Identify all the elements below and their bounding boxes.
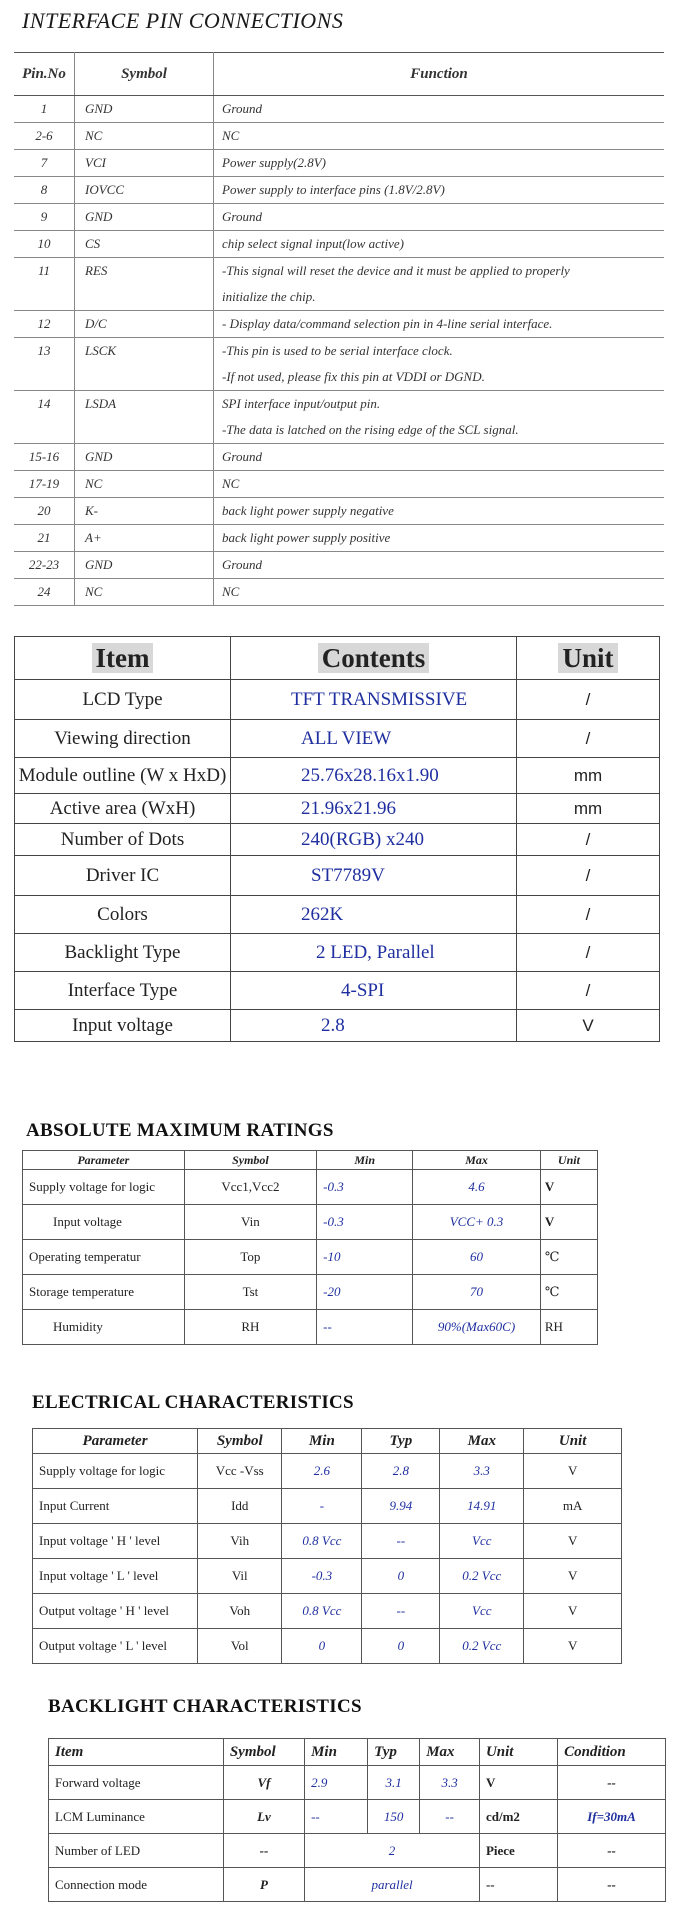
pin-function-line: SPI interface input/output pin. xyxy=(222,396,381,411)
backlight-min: -- xyxy=(305,1800,368,1834)
pin-symbol: GND xyxy=(75,552,214,579)
item-contents: 4-SPI xyxy=(231,972,517,1010)
item-row xyxy=(15,824,660,856)
electrical-unit: V xyxy=(524,1454,622,1489)
pin-number: 9 xyxy=(14,204,75,231)
item-name: Input voltage xyxy=(15,1010,231,1042)
electrical-header: Unit xyxy=(524,1429,622,1454)
abs-max-unit: ℃ xyxy=(540,1240,597,1275)
electrical-symbol: Vcc -Vss xyxy=(198,1454,282,1489)
pin-function xyxy=(214,96,665,123)
electrical-symbol: Vih xyxy=(198,1524,282,1559)
backlight-header: Condition xyxy=(558,1739,666,1766)
pin-row xyxy=(14,258,664,311)
pin-row xyxy=(14,150,664,177)
abs-max-header: Min xyxy=(317,1151,413,1170)
pin-number: 15-16 xyxy=(14,444,75,471)
pin-symbol: K- xyxy=(75,498,214,525)
item-contents: 21.96x21.96 xyxy=(231,794,517,824)
electrical-typ: -- xyxy=(362,1524,440,1559)
backlight-title: BACKLIGHT CHARACTERISTICS xyxy=(48,1696,362,1717)
abs-max-min: -- xyxy=(317,1310,413,1345)
pin-function-line: -If not used, please fix this pin at VDDI or DGND. xyxy=(222,369,485,384)
electrical-max: 0.2 Vcc xyxy=(440,1629,524,1664)
backlight-condition: -- xyxy=(558,1834,666,1868)
item-unit: V xyxy=(517,1010,660,1042)
pin-header-symbol: Symbol xyxy=(75,53,214,96)
abs-max-parameter: Storage temperature xyxy=(23,1275,185,1310)
backlight-header: Typ xyxy=(368,1739,420,1766)
pin-function-line: -The data is latched on the rising edge of the SCL signal. xyxy=(222,422,519,437)
abs-max-header: Symbol xyxy=(184,1151,317,1170)
pin-function-line: NC xyxy=(222,128,240,143)
item-unit: / xyxy=(517,972,660,1010)
pin-function-line: Ground xyxy=(222,101,262,116)
backlight-max: -- xyxy=(420,1800,480,1834)
item-name: Viewing direction xyxy=(15,720,231,758)
pin-row xyxy=(14,96,664,123)
backlight-header: Item xyxy=(49,1739,224,1766)
abs-max-unit: V xyxy=(540,1205,597,1240)
abs-max-header: Max xyxy=(413,1151,541,1170)
item-name: Module outline (W x HxD) xyxy=(15,758,231,794)
electrical-header: Symbol xyxy=(198,1429,282,1454)
backlight-item: LCM Luminance xyxy=(49,1800,224,1834)
backlight-typ: 3.1 xyxy=(368,1766,420,1800)
pin-symbol: RES xyxy=(75,258,214,311)
electrical-row xyxy=(33,1489,622,1524)
abs-max-title: ABSOLUTE MAXIMUM RATINGS xyxy=(26,1120,334,1141)
electrical-row xyxy=(33,1594,622,1629)
pin-header-function: Function xyxy=(214,53,665,96)
pin-symbol: A+ xyxy=(75,525,214,552)
pin-function xyxy=(214,311,665,338)
electrical-parameter: Output voltage ' L ' level xyxy=(33,1629,198,1664)
item-contents: 25.76x28.16x1.90 xyxy=(231,758,517,794)
backlight-typ: 150 xyxy=(368,1800,420,1834)
pin-number: 20 xyxy=(14,498,75,525)
pin-function xyxy=(214,552,665,579)
pin-symbol: GND xyxy=(75,96,214,123)
item-contents: 262K xyxy=(231,896,517,934)
pin-symbol: D/C xyxy=(75,311,214,338)
backlight-header: Symbol xyxy=(223,1739,304,1766)
electrical-symbol: Voh xyxy=(198,1594,282,1629)
pin-row xyxy=(14,525,664,552)
pin-number: 14 xyxy=(14,391,75,444)
abs-max-max: 60 xyxy=(413,1240,541,1275)
abs-max-max: 70 xyxy=(413,1275,541,1310)
pin-function xyxy=(214,231,665,258)
backlight-item: Number of LED xyxy=(49,1834,224,1868)
pin-function-line: initialize the chip. xyxy=(222,289,316,304)
backlight-condition: If=30mA xyxy=(558,1800,666,1834)
abs-max-max: 90%(Max60C) xyxy=(413,1310,541,1345)
backlight-unit: -- xyxy=(479,1868,557,1902)
backlight-condition: -- xyxy=(558,1868,666,1902)
item-row xyxy=(15,1010,660,1042)
pin-function xyxy=(214,338,665,391)
item-contents: TFT TRANSMISSIVE xyxy=(231,680,517,720)
backlight-row xyxy=(49,1766,666,1800)
item-contents: ALL VIEW xyxy=(231,720,517,758)
backlight-symbol: -- xyxy=(223,1834,304,1868)
electrical-max: 3.3 xyxy=(440,1454,524,1489)
pin-function xyxy=(214,579,665,606)
item-unit: mm xyxy=(517,758,660,794)
item-row xyxy=(15,680,660,720)
item-unit: / xyxy=(517,896,660,934)
electrical-max: 0.2 Vcc xyxy=(440,1559,524,1594)
abs-max-symbol: Vin xyxy=(184,1205,317,1240)
electrical-row xyxy=(33,1524,622,1559)
item-unit: mm xyxy=(517,794,660,824)
electrical-typ: 2.8 xyxy=(362,1454,440,1489)
backlight-item: Forward voltage xyxy=(49,1766,224,1800)
item-row xyxy=(15,758,660,794)
pin-row xyxy=(14,552,664,579)
abs-max-max: 4.6 xyxy=(413,1170,541,1205)
pin-function xyxy=(214,498,665,525)
item-contents: 2.8 xyxy=(231,1010,517,1042)
pin-header-pin: Pin.No xyxy=(14,53,75,96)
backlight-condition: -- xyxy=(558,1766,666,1800)
electrical-typ: -- xyxy=(362,1594,440,1629)
pin-symbol: IOVCC xyxy=(75,177,214,204)
pin-row xyxy=(14,123,664,150)
pin-function-line: - Display data/command selection pin in 4-line serial interface. xyxy=(222,316,553,331)
pin-row xyxy=(14,204,664,231)
electrical-header: Max xyxy=(440,1429,524,1454)
electrical-header: Min xyxy=(282,1429,362,1454)
abs-max-row xyxy=(23,1205,598,1240)
item-header-item xyxy=(15,637,231,680)
electrical-min: 0 xyxy=(282,1629,362,1664)
abs-max-min: -0.3 xyxy=(317,1170,413,1205)
abs-max-min: -0.3 xyxy=(317,1205,413,1240)
backlight-unit: cd/m2 xyxy=(479,1800,557,1834)
item-contents: ST7789V xyxy=(231,856,517,896)
pin-number: 21 xyxy=(14,525,75,552)
backlight-table xyxy=(48,1738,666,1902)
backlight-row xyxy=(49,1800,666,1834)
pin-row xyxy=(14,177,664,204)
pin-function-line: -This pin is used to be serial interface clock. xyxy=(222,343,453,358)
backlight-min: 2.9 xyxy=(305,1766,368,1800)
electrical-min: - xyxy=(282,1489,362,1524)
electrical-header: Typ xyxy=(362,1429,440,1454)
item-name: Active area (WxH) xyxy=(15,794,231,824)
backlight-unit: Piece xyxy=(479,1834,557,1868)
backlight-max: 3.3 xyxy=(420,1766,480,1800)
electrical-row xyxy=(33,1629,622,1664)
electrical-row xyxy=(33,1559,622,1594)
pin-number: 10 xyxy=(14,231,75,258)
pin-function-line: back light power supply negative xyxy=(222,503,394,518)
pin-function xyxy=(214,471,665,498)
electrical-typ: 9.94 xyxy=(362,1489,440,1524)
pin-row xyxy=(14,311,664,338)
electrical-min: 0.8 Vcc xyxy=(282,1524,362,1559)
pin-function xyxy=(214,204,665,231)
pin-function xyxy=(214,391,665,444)
pin-function-line: chip select signal input(low active) xyxy=(222,236,404,251)
abs-max-row xyxy=(23,1310,598,1345)
pin-table xyxy=(14,52,664,606)
abs-max-unit: ℃ xyxy=(540,1275,597,1310)
pin-number: 12 xyxy=(14,311,75,338)
pin-function xyxy=(214,177,665,204)
item-row xyxy=(15,856,660,896)
pin-function xyxy=(214,444,665,471)
backlight-header: Unit xyxy=(479,1739,557,1766)
abs-max-unit: RH xyxy=(540,1310,597,1345)
item-name: Colors xyxy=(15,896,231,934)
electrical-unit: V xyxy=(524,1629,622,1664)
pin-function-line: Ground xyxy=(222,209,262,224)
pin-symbol: NC xyxy=(75,579,214,606)
item-contents: 2 LED, Parallel xyxy=(231,934,517,972)
electrical-unit: V xyxy=(524,1524,622,1559)
electrical-parameter: Supply voltage for logic xyxy=(33,1454,198,1489)
electrical-parameter: Input Current xyxy=(33,1489,198,1524)
electrical-min: 0.8 Vcc xyxy=(282,1594,362,1629)
pin-symbol: LSCK xyxy=(75,338,214,391)
abs-max-row xyxy=(23,1275,598,1310)
backlight-symbol: P xyxy=(223,1868,304,1902)
backlight-header: Min xyxy=(305,1739,368,1766)
pin-row xyxy=(14,338,664,391)
abs-max-header: Unit xyxy=(540,1151,597,1170)
backlight-item: Connection mode xyxy=(49,1868,224,1902)
pin-function xyxy=(214,150,665,177)
abs-max-parameter: Operating temperatur xyxy=(23,1240,185,1275)
electrical-min: -0.3 xyxy=(282,1559,362,1594)
abs-max-table xyxy=(22,1150,598,1345)
electrical-row xyxy=(33,1454,622,1489)
pin-number: 17-19 xyxy=(14,471,75,498)
item-unit: / xyxy=(517,720,660,758)
pin-number: 24 xyxy=(14,579,75,606)
pin-function-line: NC xyxy=(222,584,240,599)
pin-number: 22-23 xyxy=(14,552,75,579)
backlight-merged-value: parallel xyxy=(305,1868,480,1902)
abs-max-row xyxy=(23,1240,598,1275)
pin-function-line: Power supply(2.8V) xyxy=(222,155,326,170)
pin-symbol: NC xyxy=(75,123,214,150)
pin-symbol: CS xyxy=(75,231,214,258)
item-name: LCD Type xyxy=(15,680,231,720)
pin-function-line: NC xyxy=(222,476,240,491)
electrical-typ: 0 xyxy=(362,1559,440,1594)
electrical-header: Parameter xyxy=(33,1429,198,1454)
electrical-parameter: Input voltage ' H ' level xyxy=(33,1524,198,1559)
item-unit: / xyxy=(517,680,660,720)
item-name: Number of Dots xyxy=(15,824,231,856)
pin-number: 13 xyxy=(14,338,75,391)
electrical-unit: mA xyxy=(524,1489,622,1524)
item-table xyxy=(14,636,660,1042)
item-header-unit xyxy=(517,637,660,680)
electrical-parameter: Input voltage ' L ' level xyxy=(33,1559,198,1594)
electrical-symbol: Vol xyxy=(198,1629,282,1664)
item-header-unit-text: Unit xyxy=(558,643,617,673)
abs-max-parameter: Supply voltage for logic xyxy=(23,1170,185,1205)
abs-max-min: -10 xyxy=(317,1240,413,1275)
item-unit: / xyxy=(517,824,660,856)
item-name: Interface Type xyxy=(15,972,231,1010)
item-name: Backlight Type xyxy=(15,934,231,972)
backlight-symbol: Vf xyxy=(223,1766,304,1800)
pin-symbol: GND xyxy=(75,204,214,231)
electrical-unit: V xyxy=(524,1594,622,1629)
electrical-title: ELECTRICAL CHARACTERISTICS xyxy=(32,1392,354,1413)
electrical-max: Vcc xyxy=(440,1524,524,1559)
abs-max-parameter: Input voltage xyxy=(23,1205,185,1240)
pin-function-line: Power supply to interface pins (1.8V/2.8V) xyxy=(222,182,445,197)
abs-max-row xyxy=(23,1170,598,1205)
pin-function xyxy=(214,258,665,311)
electrical-max: Vcc xyxy=(440,1594,524,1629)
backlight-header: Max xyxy=(420,1739,480,1766)
pin-function-line: -This signal will reset the device and it must be applied to properly xyxy=(222,263,570,278)
electrical-parameter: Output voltage ' H ' level xyxy=(33,1594,198,1629)
item-unit: / xyxy=(517,934,660,972)
pin-symbol: GND xyxy=(75,444,214,471)
electrical-unit: V xyxy=(524,1559,622,1594)
abs-max-symbol: Top xyxy=(184,1240,317,1275)
electrical-symbol: Idd xyxy=(198,1489,282,1524)
pin-row xyxy=(14,498,664,525)
backlight-merged-value: 2 xyxy=(305,1834,480,1868)
abs-max-symbol: Tst xyxy=(184,1275,317,1310)
item-header-contents xyxy=(231,637,517,680)
electrical-max: 14.91 xyxy=(440,1489,524,1524)
pin-number: 8 xyxy=(14,177,75,204)
electrical-table xyxy=(32,1428,622,1664)
abs-max-symbol: Vcc1,Vcc2 xyxy=(184,1170,317,1205)
electrical-typ: 0 xyxy=(362,1629,440,1664)
abs-max-unit: V xyxy=(540,1170,597,1205)
pin-row xyxy=(14,579,664,606)
pin-row xyxy=(14,444,664,471)
abs-max-max: VCC+ 0.3 xyxy=(413,1205,541,1240)
pin-number: 1 xyxy=(14,96,75,123)
pin-row xyxy=(14,391,664,444)
electrical-min: 2.6 xyxy=(282,1454,362,1489)
pin-row xyxy=(14,471,664,498)
backlight-row xyxy=(49,1868,666,1902)
pin-symbol: VCI xyxy=(75,150,214,177)
abs-max-header: Parameter xyxy=(23,1151,185,1170)
pin-function-line: Ground xyxy=(222,557,262,572)
item-row xyxy=(15,934,660,972)
item-unit: / xyxy=(517,856,660,896)
pin-number: 11 xyxy=(14,258,75,311)
item-name: Driver IC xyxy=(15,856,231,896)
item-header-contents-text: Contents xyxy=(318,643,430,673)
abs-max-symbol: RH xyxy=(184,1310,317,1345)
pin-number: 7 xyxy=(14,150,75,177)
pin-symbol: NC xyxy=(75,471,214,498)
backlight-row xyxy=(49,1834,666,1868)
item-contents: 240(RGB) x240 xyxy=(231,824,517,856)
pin-function-line: back light power supply positive xyxy=(222,530,391,545)
pin-row xyxy=(14,231,664,258)
pin-section-title: INTERFACE PIN CONNECTIONS xyxy=(22,8,344,33)
pin-function xyxy=(214,123,665,150)
abs-max-min: -20 xyxy=(317,1275,413,1310)
item-header-item-text: Item xyxy=(92,643,154,673)
backlight-unit: V xyxy=(479,1766,557,1800)
item-row xyxy=(15,896,660,934)
pin-symbol: LSDA xyxy=(75,391,214,444)
pin-function-line: Ground xyxy=(222,449,262,464)
item-row xyxy=(15,720,660,758)
pin-number: 2-6 xyxy=(14,123,75,150)
pin-function xyxy=(214,525,665,552)
backlight-symbol: Lv xyxy=(223,1800,304,1834)
electrical-symbol: Vil xyxy=(198,1559,282,1594)
abs-max-parameter: Humidity xyxy=(23,1310,185,1345)
item-row xyxy=(15,794,660,824)
item-row xyxy=(15,972,660,1010)
